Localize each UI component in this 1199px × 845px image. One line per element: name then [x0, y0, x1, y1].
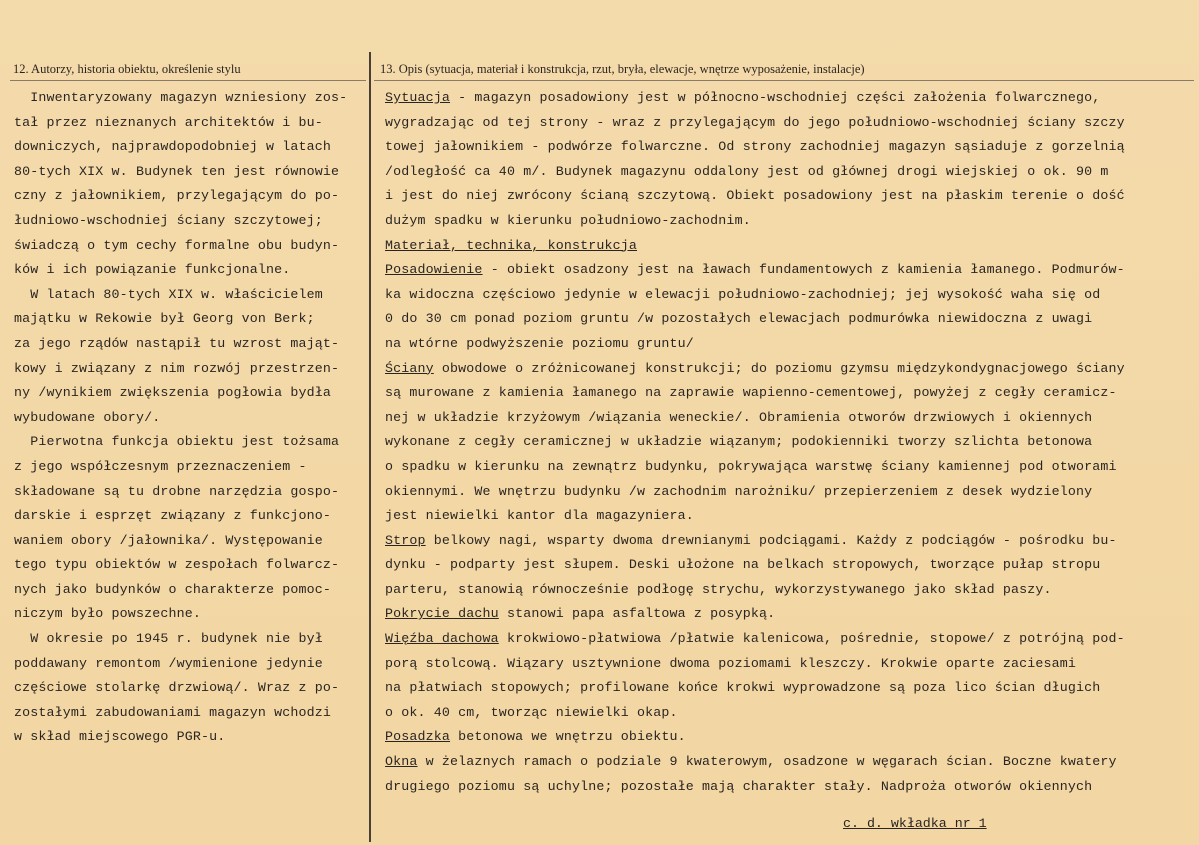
line-text: w żelaznych ramach o podziale 9 kwaterowym, osadzone w węgarach ścian. Boczne kwatery — [417, 754, 1117, 770]
text-line: W latach 80-tych XIX w. właścicielem — [14, 286, 323, 302]
line-text: belkowy nagi, wsparty dwoma drewnianymi podciągami. Każdy z podciągów - pośrodku bu- — [425, 532, 1117, 548]
line-text: i jest do niej zwrócony ścianą szczytową. Obiekt posadowiony jest na płaskim terenie o dość — [385, 188, 1125, 204]
text-line: częściowe stolarkę drzwiową/. Wraz z po- — [14, 680, 340, 696]
text-line: Pierwotna funkcja obiektu jest tożsama — [14, 434, 340, 450]
text-line — [385, 676, 1195, 701]
description-text-column — [385, 86, 1195, 799]
section-term: Okna — [385, 754, 418, 770]
text-line: zostałymi zabudowaniami magazyn wchodzi — [14, 704, 332, 720]
text-line: tał przez nieznanych architektów i bu- — [14, 114, 323, 130]
line-text: /odległość ca 40 m/. Budynek magazynu oddalony jest od głównej drogi wiejskiej o ok. 90 m — [385, 163, 1109, 179]
text-line: za jego rządów nastąpił tu wzrost mająt- — [14, 335, 340, 351]
line-text: parteru, stanowią równocześnie podłogę strychu, wykorzystywanego jako skład paszy. — [385, 581, 1052, 597]
line-text: dynku - podparty jest słupem. Deski ułożone na belkach stropowych, tworzące pułap stropu — [385, 557, 1101, 573]
line-text: są murowane z kamienia łamanego na zaprawie wapienno-cementowej, powyżej z cegły ceramicz- — [385, 385, 1117, 401]
line-text: wygradzając od tej strony - wraz z przylegającym do jego południowo-wschodniej ściany szczy — [385, 114, 1125, 130]
text-line — [385, 775, 1195, 800]
line-text: wykonane z cegły ceramicznej w układzie wiązanym; podokienniki tworzy szlichta betonowa — [385, 434, 1093, 450]
text-line — [385, 209, 1195, 234]
text-line: czny z jałownikiem, przylegającym do po- — [14, 188, 340, 204]
line-text: - obiekt osadzony jest na ławach fundamentowych z kamienia łamanego. Podmurów- — [482, 262, 1125, 278]
text-line: niczym było powszechne. — [14, 606, 201, 622]
line-text: betonowa we wnętrzu obiektu. — [450, 729, 686, 745]
text-line — [385, 578, 1195, 603]
section-term: Posadowienie — [385, 262, 483, 278]
text-line: tego typu obiektów w zespołach folwarcz- — [14, 557, 340, 573]
line-text: obwodowe o zróżnicowanej konstrukcji; do poziomu gzymsu międzykondygnacjowego ściany — [433, 360, 1125, 376]
text-line: wybudowane obory/. — [14, 409, 161, 425]
section-term: Ściany — [385, 360, 434, 376]
text-line: kowy i związany z nim rozwój przestrzen- — [14, 360, 340, 376]
text-line — [385, 307, 1195, 332]
text-line — [385, 111, 1195, 136]
line-text: 0 do 30 cm ponad poziom gruntu /w pozostałych elewacjach podmurówka niewidoczna z uwagi — [385, 311, 1093, 327]
text-line — [385, 357, 1195, 382]
header-rule-left — [10, 80, 366, 81]
text-line — [385, 258, 1195, 283]
text-line: łudniowo-wschodniej ściany szczytowej; — [14, 212, 323, 228]
text-line: składowane są tu drobne narzędzia gospo- — [14, 483, 340, 499]
line-text: towej jałownikiem - podwórze folwarczne. Od strony zachodniej magazyn sąsiaduje z gorzelnią — [385, 139, 1125, 155]
line-text: jest niewielki kantor dla magazyniera. — [385, 508, 694, 524]
text-line — [385, 406, 1195, 431]
text-line — [385, 553, 1195, 578]
column-divider — [369, 52, 371, 842]
text-line — [385, 602, 1195, 627]
text-line — [385, 529, 1195, 554]
section-term: Materiał, technika, konstrukcja — [385, 237, 638, 253]
text-line: W okresie po 1945 r. budynek nie był — [14, 631, 323, 647]
text-line — [385, 430, 1195, 455]
text-line — [385, 332, 1195, 357]
text-line: downiczych, najprawdopodobniej w latach — [14, 139, 332, 155]
text-line — [385, 627, 1195, 652]
section-term: Sytuacja — [385, 90, 451, 105]
text-line — [385, 701, 1195, 726]
section-term: Pokrycie dachu — [385, 606, 499, 622]
text-line — [385, 381, 1195, 406]
header-rule-right — [374, 80, 1194, 81]
line-text: nej w układzie krzyżowym /wiązania weneckie/. Obramienia otworów drzwiowych i okiennych — [385, 409, 1093, 425]
text-line — [385, 86, 1195, 111]
section-term: Strop — [385, 532, 426, 548]
text-line: świadczą o tym cechy formalne obu budyn- — [14, 237, 340, 253]
text-line — [385, 750, 1195, 775]
line-text: stanowi papa asfaltowa z posypką. — [498, 606, 776, 622]
line-text: na płatwiach stopowych; profilowane końce krokwi wyprowadzone są poza lico ścian długich — [385, 680, 1101, 696]
line-text: porą stolcową. Wiązary usztywnione dwoma poziomami kleszczy. Krokwie oparte zaciesami — [385, 655, 1077, 671]
line-text: okiennymi. We wnętrzu budynku /w zachodnim narożniku/ przepierzeniem z desek wydzielony — [385, 483, 1093, 499]
line-text: o ok. 40 cm, tworząc niewielki okap. — [385, 704, 678, 720]
text-line — [385, 234, 1195, 259]
line-text: ka widoczna częściowo jedynie w elewacji południowo-zachodniej; jej wysokość waha się od — [385, 286, 1101, 302]
line-text: - magazyn posadowiony jest w północno-wschodniej części założenia folwarcznego, — [450, 90, 1101, 105]
text-line: 80-tych XIX w. Budynek ten jest równowie — [14, 163, 340, 179]
line-text: na wtórne podwyższenie poziomu gruntu/ — [385, 335, 694, 351]
section-term: Więźba dachowa — [385, 631, 499, 647]
history-text-column — [14, 86, 366, 750]
text-line — [385, 455, 1195, 480]
text-line: w skład miejscowego PGR-u. — [14, 729, 226, 745]
text-line: Inwentaryzowany magazyn wzniesiony zos- — [14, 90, 348, 105]
text-line: nych jako budynków o charakterze pomoc- — [14, 581, 332, 597]
text-line — [385, 504, 1195, 529]
line-text: dużym spadku w kierunku południowo-zachodnim. — [385, 212, 751, 228]
text-line: majątku w Rekowie był Georg von Berk; — [14, 311, 315, 327]
text-line — [385, 135, 1195, 160]
text-line: z jego współczesnym przeznaczeniem - — [14, 458, 307, 474]
section-13-header: 13. Opis (sytuacja, materiał i konstrukcja, rzut, bryła, elewacje, wnętrze wyposażenie, instalacje) — [380, 62, 865, 76]
text-line: ków i ich powiązanie funkcjonalne. — [14, 262, 291, 278]
text-line: darskie i esprzęt związany z funkcjono- — [14, 508, 332, 524]
section-12-header: 12. Autorzy, historia obiektu, określenie stylu — [13, 62, 241, 76]
line-text: krokwiowo-płatwiowa /płatwie kalenicowa, pośrednie, stopowe/ z potrójną pod- — [498, 631, 1125, 647]
text-line — [385, 725, 1195, 750]
text-line: ny /wynikiem zwiększenia pogłowia bydła — [14, 385, 332, 401]
text-line — [385, 652, 1195, 677]
line-text: o spadku w kierunku na zewnątrz budynku, pokrywająca warstwę ściany kamiennej pod otworami — [385, 458, 1117, 474]
continuation-note: c. d. wkładka nr 1 — [843, 816, 987, 831]
text-line — [385, 160, 1195, 185]
text-line: poddawany remontom /wymienione jedynie — [14, 655, 323, 671]
text-line — [385, 480, 1195, 505]
section-term: Posadzka — [385, 729, 451, 745]
text-line — [385, 283, 1195, 308]
text-line — [385, 184, 1195, 209]
line-text: drugiego poziomu są uchylne; pozostałe mają charakter stały. Nadproża otworów okiennych — [385, 778, 1093, 794]
text-line: waniem obory /jałownika/. Występowanie — [14, 532, 323, 548]
